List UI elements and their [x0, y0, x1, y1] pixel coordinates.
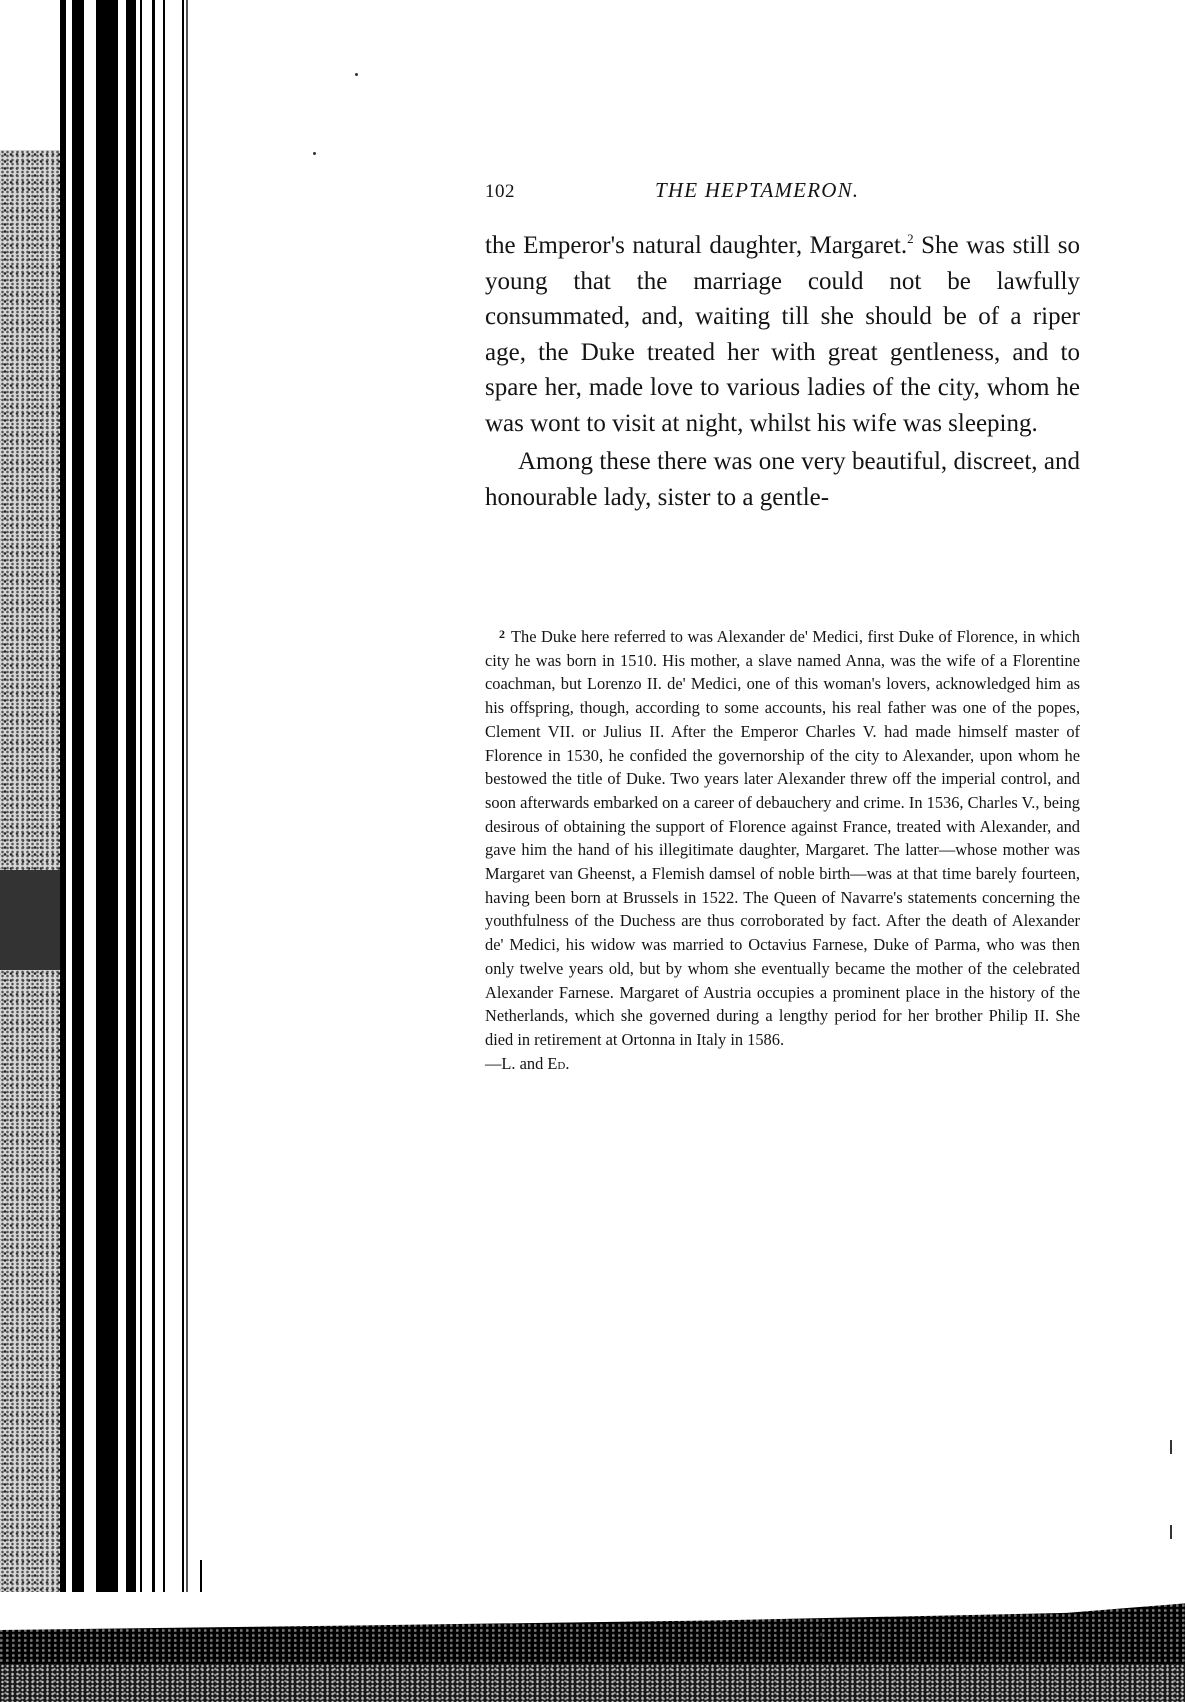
paragraph-1-rest: She was still so young that the marriage could not be lawfully consummated, and, waiting till she should be of a riper age, the Duke treated her with great gentleness, and to spare her, made love to various ladies of the city, whom he was wont to visit at night, whilst his wife was sleeping. [485, 232, 1080, 437]
body-text [485, 228, 1080, 515]
paragraph-2: Among these there was one very beautiful, discreet, and honourable lady, sister to a gentle- [485, 448, 1080, 511]
footnote-text: The Duke here referred to was Alexander de' Medici, first Duke of Florence, in which city he was born in 1510. His mother, a slave named Anna, was the wife of a Florentine coachman, but Lorenzo II. de' Medici, one of this woman's lovers, acknowledged him as his offspring, though, according to some accounts, his real father was one of the popes, Clement VII. or Julius II. After the Emperor Charles V. had made himself master of Florence in 1530, he confided the governorship of the city to Alexander, upon whom he bestowed the title of Duke. Two years later Alexander threw off the imperial control, and soon afterwards embarked on a career of debauchery and crime. In 1536, Charles V., being desirous of obtaining the support of Florence against France, treated with Alexander, and gave him the hand of his illegitimate daughter, Margaret. The latter—whose mother was Margaret van Gheenst, a Flemish damsel of noble birth—was at that time barely fourteen, having been born at Brussels in 1522. The Queen of Navarre's statements concerning the youthfulness of the Duchess are thus corroborated by fact. After the death of Alexander de' Medici, his widow was married to Octavius Farnese, Duke of Parma, who was then only twelve years old, but by whom she eventually became the mother of the celebrated Alexander Farnese. Margaret of Austria occupies a prominent place in the history of the Netherlands, which she governed during a lengthy period for her brother Philip II. She died in retirement at Ortonna in Italy in 1586. [485, 627, 1080, 1049]
footnote-marker: 2 [499, 627, 505, 641]
scanned-book-gutter [0, 0, 215, 1640]
page-number: 102 [485, 181, 515, 202]
footnote [485, 623, 1080, 1075]
paragraph-1 [485, 228, 1080, 441]
paragraph-1-opening: the Emperor's natural daughter, Margaret. [485, 232, 908, 259]
running-head [485, 178, 1080, 208]
footnote-reference: 2 [907, 231, 914, 246]
footnote-signature-editor: Ed. [547, 1053, 570, 1073]
footnote-signature-prefix: —L. and [485, 1053, 548, 1073]
running-title: THE HEPTAMERON. [655, 178, 860, 202]
scan-bottom-shadow [0, 1592, 1185, 1702]
